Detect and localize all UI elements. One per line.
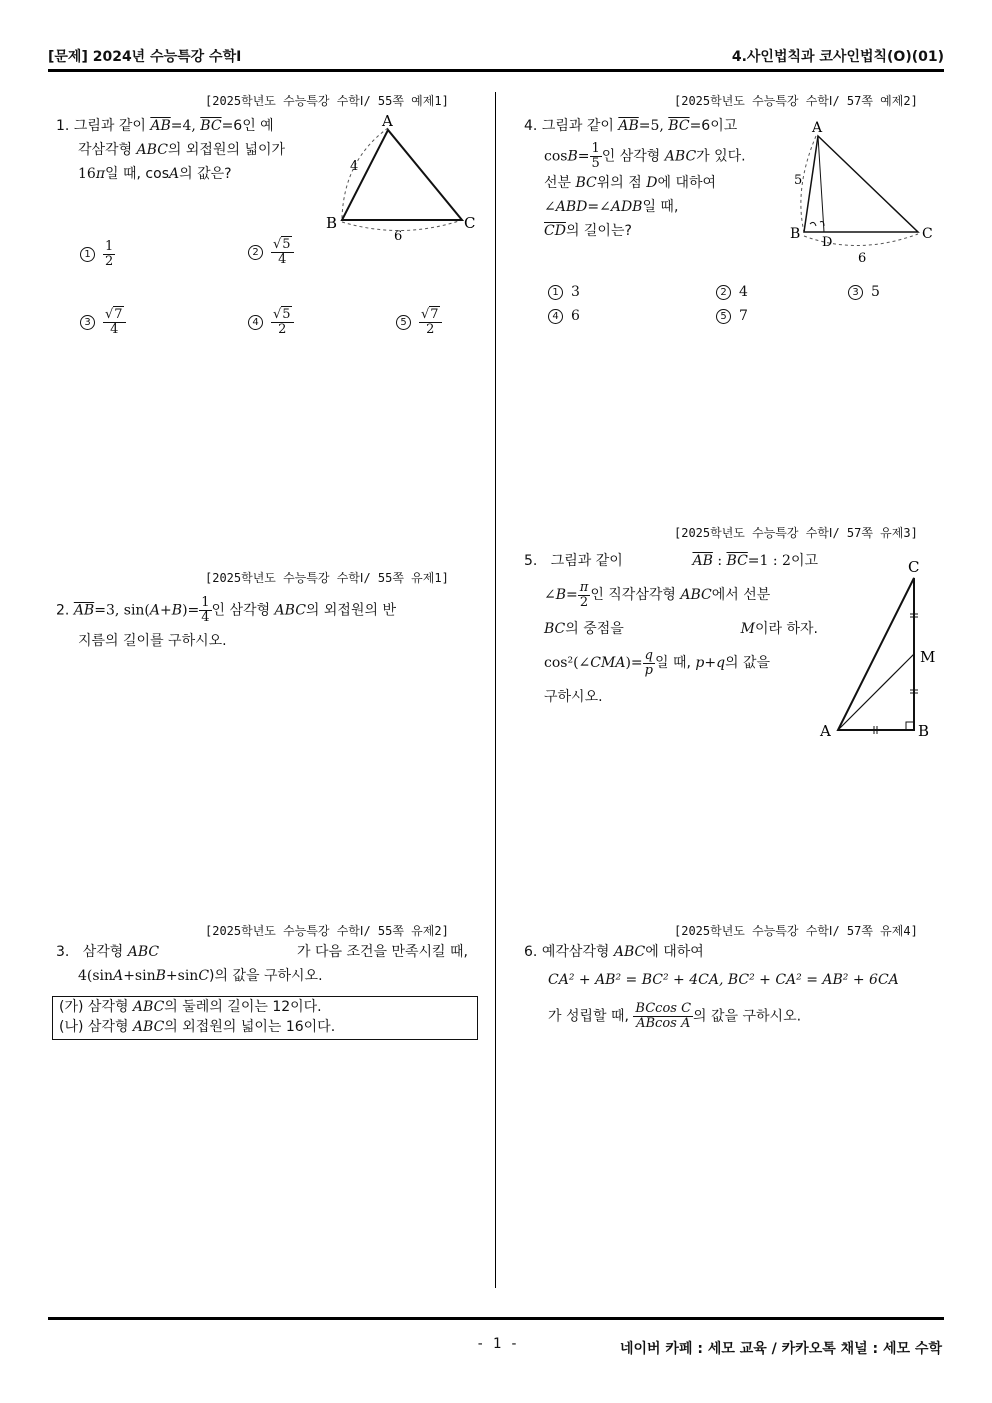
p1-source: [2025학년도 수능특강 수학Ⅰ/ 55쪽 예제1] bbox=[205, 94, 449, 108]
p5-label-b: B bbox=[918, 722, 930, 740]
p1-label-c: C bbox=[464, 214, 476, 232]
p1-label-b: B bbox=[326, 214, 338, 232]
p6-text: 6. 예각삼각형 ABC에 대하여 CA² + AB² = BC² + 4CA, BC² + CA² = AB² + 6CA 가 성립할 때, $\frac{\text{BCcos C}}{\text{ABcos A}}$ 의 값을 구하시오. bbox=[524, 940, 944, 1031]
p4-text: 4. 그림과 같이 $\overline{AB}=5$, $\overline{BC}=6$이고 cosB= $\frac{1}{5}$ 인 삼각형 ABC가 있다. 선분 BC위의 점 D에 대하여 ∠ABD=∠ADB일 때, $\overline{CD}$의 길이는? bbox=[524, 118, 746, 239]
p1-figure bbox=[322, 110, 482, 245]
p6-equation: CA² + AB² = BC² + 4CA, BC² + CA² = AB² + 6CA bbox=[548, 972, 899, 988]
header-right: 4.사인법칙과 코사인법칙(O)(01) bbox=[731, 49, 944, 65]
p4-label-b: B bbox=[790, 226, 801, 242]
page-number: - 1 - bbox=[476, 1336, 519, 1352]
p5-label-c: C bbox=[908, 558, 920, 576]
header-left: [문제] 2024년 수능특강 수학Ⅰ bbox=[48, 49, 242, 65]
p6-source: [2025학년도 수능특강 수학Ⅰ/ 57쪽 유제4] bbox=[674, 924, 918, 938]
p4-label-d: D bbox=[822, 235, 833, 250]
p2-source: [2025학년도 수능특강 수학Ⅰ/ 55쪽 유제1] bbox=[205, 571, 449, 585]
p1-label-4: 4 bbox=[350, 159, 359, 174]
p1-label-6: 6 bbox=[394, 229, 403, 244]
p4-choice-2[interactable]: 2 4 bbox=[716, 284, 748, 300]
p1-text: 1. 그림과 같이 $\overline{AB}=4$, $\overline{BC}=6$인 예 각삼각형 ABC의 외접원의 넓이가 16π일 때, cosA의 값은? bbox=[56, 118, 286, 182]
header-rule bbox=[48, 69, 944, 72]
p3-condition-a: (가) 삼각형 ABC의 둘레의 길이는 12이다. bbox=[59, 999, 322, 1015]
p5-source: [2025학년도 수능특강 수학Ⅰ/ 57쪽 유제3] bbox=[674, 526, 918, 540]
p1-label-a: A bbox=[382, 112, 393, 130]
p4-choice-5[interactable]: 5 7 bbox=[716, 308, 748, 324]
p4-figure bbox=[788, 118, 940, 268]
footer-channel: 네이버 카페 : 세모 교육 / 카카오톡 채널 : 세모 수학 bbox=[619, 1341, 942, 1357]
p1-choice-4[interactable]: 4 $\frac{√5}{2}$ bbox=[248, 308, 294, 337]
p5-text: 5. 그림과 같이 $\overline{AB}$ : $\overline{BC}=1$ : 2이고 ∠B= $\frac{\pi}{2}$ 인 직각삼각형 ABC에서 선분 BC의 중점을 M이라 하자. cos²(∠CMA)= $\frac{q}{p}$ 일 때, p+q의 값을 구하시오. bbox=[524, 553, 818, 705]
p4-label-a: A bbox=[812, 120, 823, 136]
p3-text: 3. 삼각형 ABC 가 다음 조건을 만족시킬 때, 4(sinA+sinB+sinC)의 값을 구하시오. bbox=[56, 944, 468, 984]
p1-choice-2[interactable]: 2 $\frac{√5}{4}$ bbox=[248, 238, 294, 267]
column-divider bbox=[495, 92, 496, 1288]
p5-figure bbox=[816, 554, 942, 744]
p4-label-5: 5 bbox=[794, 173, 803, 188]
p1-choice-5[interactable]: 5 $\frac{√7}{2}$ bbox=[396, 308, 442, 337]
p4-label-6: 6 bbox=[858, 251, 867, 266]
p5-label-m: M bbox=[920, 648, 936, 666]
p3-conditions-box bbox=[52, 996, 478, 1040]
p4-choice-4[interactable]: 4 6 bbox=[548, 308, 580, 324]
p4-source: [2025학년도 수능특강 수학Ⅰ/ 57쪽 예제2] bbox=[674, 94, 918, 108]
p1-choice-3[interactable]: 3 $\frac{√7}{4}$ bbox=[80, 308, 126, 337]
p1-choice-1[interactable]: 1 $\frac{1}{2}$ bbox=[80, 240, 115, 269]
p3-source: [2025학년도 수능특강 수학Ⅰ/ 55쪽 유제2] bbox=[205, 924, 449, 938]
footer-rule bbox=[48, 1317, 944, 1320]
p4-choice-3[interactable]: 3 5 bbox=[848, 284, 880, 300]
p3-condition-b: (나) 삼각형 ABC의 외접원의 넓이는 16이다. bbox=[59, 1019, 336, 1035]
p4-choice-1[interactable]: 1 3 bbox=[548, 284, 580, 300]
p2-text: 2. $\overline{AB}=3$, sin(A+B)= $\frac{1}{4}$ 인 삼각형 ABC의 외접원의 반 지름의 길이를 구하시오. bbox=[56, 595, 396, 649]
p5-label-a: A bbox=[820, 722, 831, 740]
p4-label-c: C bbox=[922, 226, 933, 242]
